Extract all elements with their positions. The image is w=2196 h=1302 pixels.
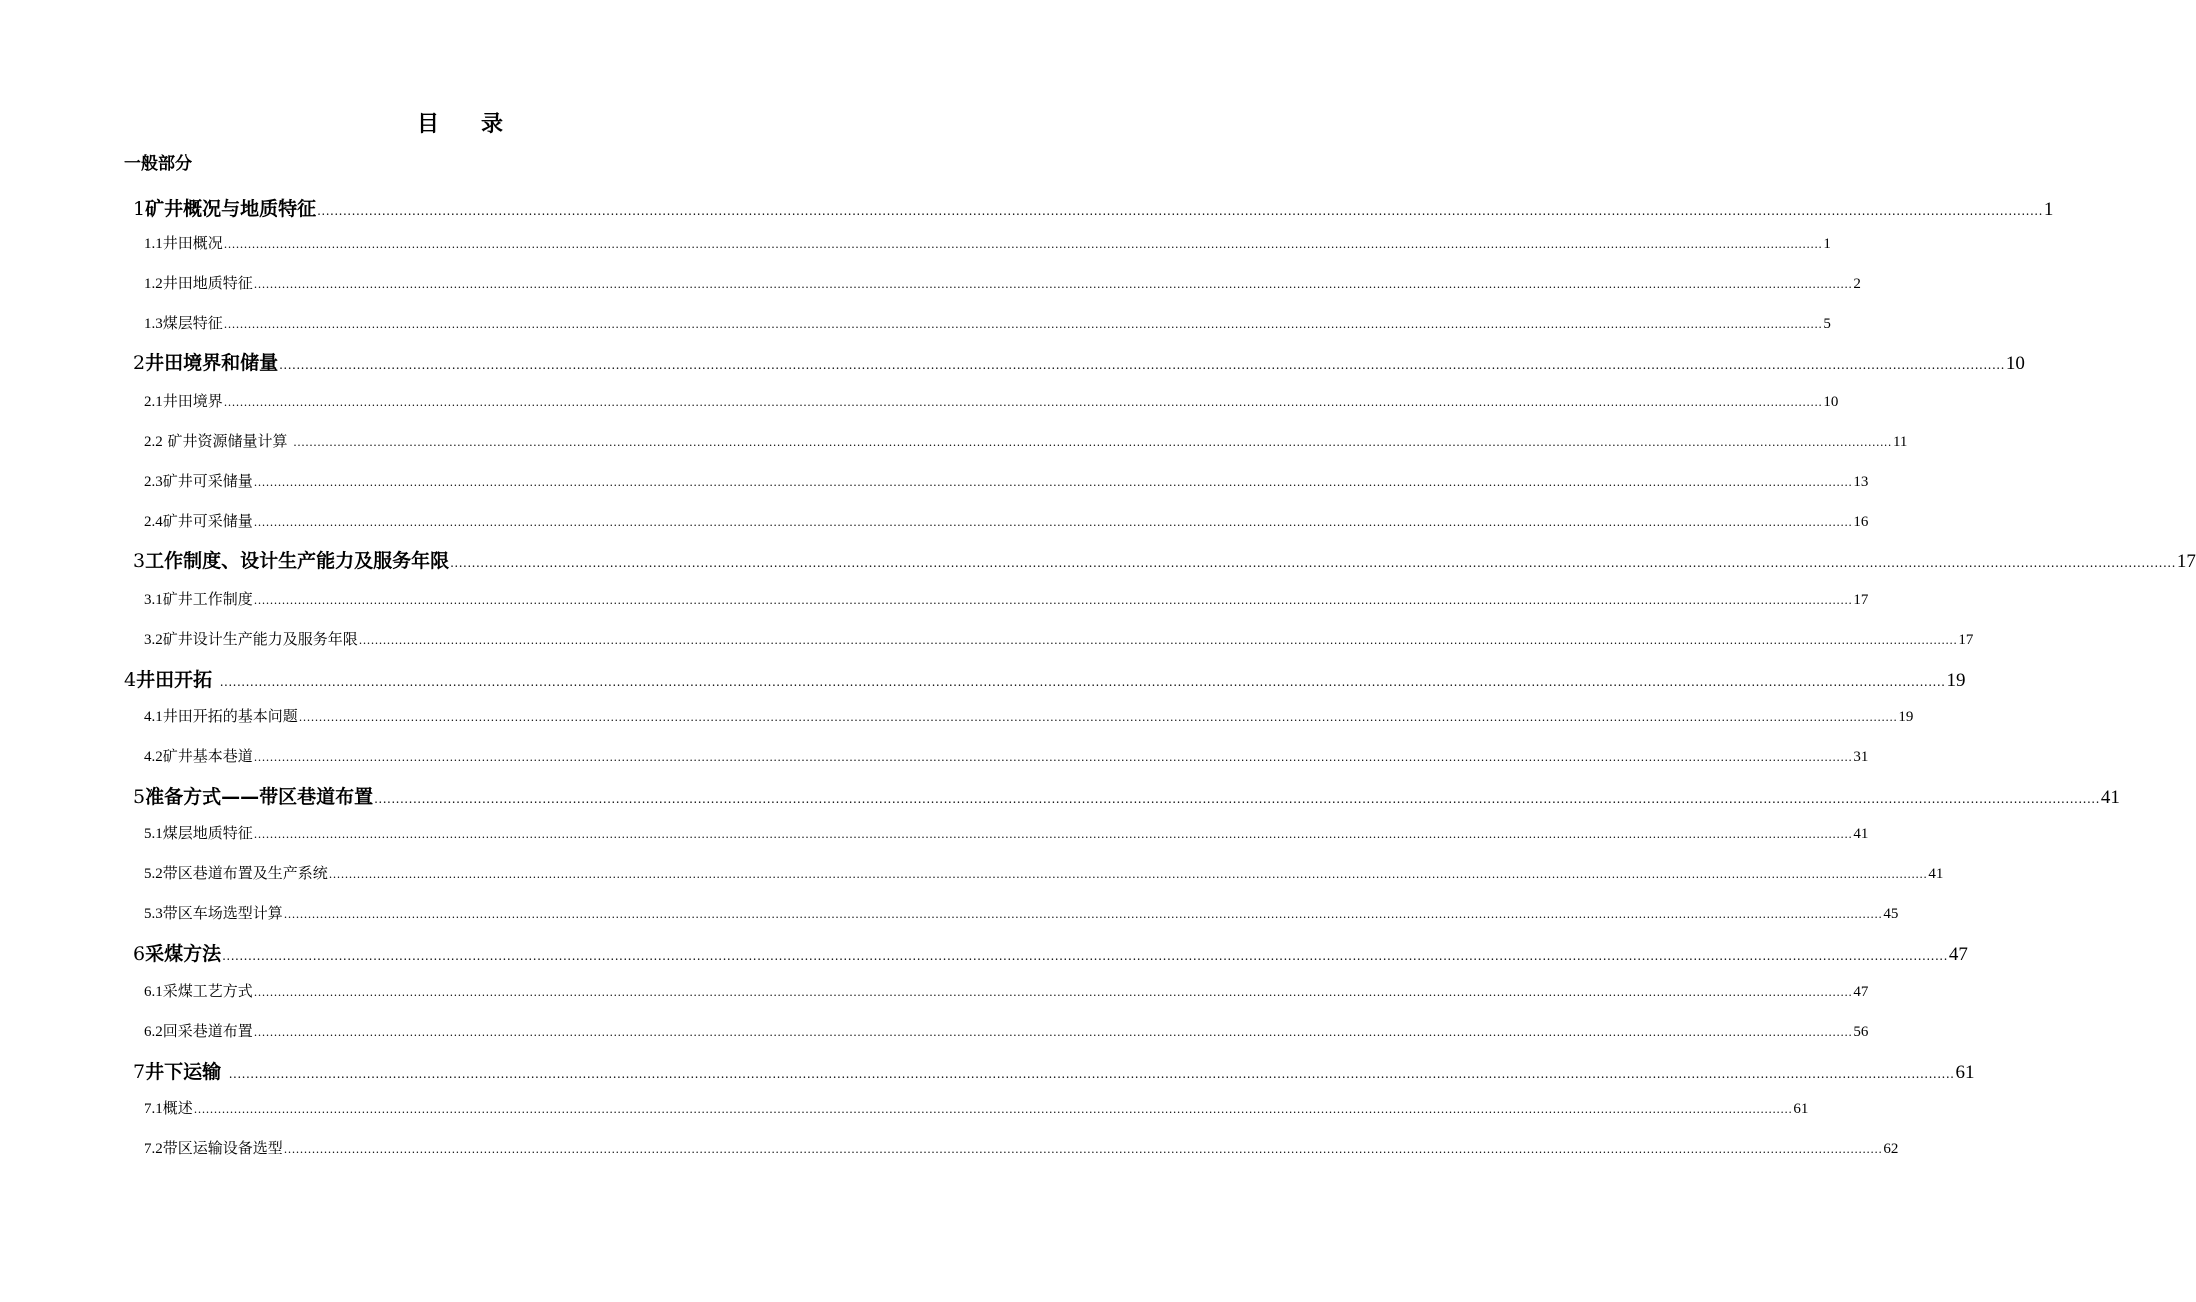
toc-page-number: 41 bbox=[1928, 866, 1944, 882]
toc-dot-leader: ................................................................................................................................................................................................................................................................................................................................................................................................................ bbox=[283, 908, 1883, 921]
toc-number: 1.3 bbox=[144, 316, 163, 332]
toc-dot-leader: ................................................................................................................................................................................................................................................................................................................................................................................................................ bbox=[253, 594, 1853, 607]
toc-title: 井田境界和储量 bbox=[145, 352, 279, 374]
toc-title: 井田概况 bbox=[162, 234, 223, 252]
toc-title: 工作制度、设计生产能力及服务年限 bbox=[145, 550, 450, 572]
toc-dot-leader: ................................................................................................................................................................................................................................................................................................................................................................................................................ bbox=[253, 751, 1853, 764]
toc-title: 回采巷道布置 bbox=[162, 1022, 253, 1040]
toc-dot-leader: ................................................................................................................................................................................................................................................................................................................................................................................................................ bbox=[223, 396, 1823, 409]
toc-section-row[interactable] bbox=[144, 390, 1839, 414]
toc-dot-leader: ................................................................................................................................................................................................................................................................................................................................................................................................................ bbox=[279, 358, 2005, 372]
toc-heading-part1: 目 bbox=[416, 112, 439, 137]
toc-page-number: 16 bbox=[1853, 514, 1869, 530]
toc-page-number: 5 bbox=[1823, 316, 1831, 332]
toc-section-row[interactable] bbox=[144, 862, 1944, 886]
toc-dot-leader: ................................................................................................................................................................................................................................................................................................................................................................................................................ bbox=[317, 204, 2043, 218]
toc-section-row[interactable] bbox=[144, 822, 1869, 846]
toc-page-number: 61 bbox=[1955, 1062, 1975, 1083]
toc-chapter-row[interactable] bbox=[133, 196, 2054, 224]
toc-dot-leader: ................................................................................................................................................................................................................................................................................................................................................................................................................ bbox=[253, 278, 1853, 291]
toc-section-row[interactable] bbox=[144, 588, 1869, 612]
toc-page-number: 19 bbox=[1898, 709, 1914, 725]
toc-number: 6.1 bbox=[144, 984, 163, 1000]
toc-dot-leader: ................................................................................................................................................................................................................................................................................................................................................................................................................ bbox=[293, 436, 1892, 449]
toc-dot-leader: ................................................................................................................................................................................................................................................................................................................................................................................................................ bbox=[228, 1067, 1955, 1081]
toc-dot-leader: ................................................................................................................................................................................................................................................................................................................................................................................................................ bbox=[328, 868, 1928, 881]
toc-title: 矿井资源储量计算 bbox=[162, 432, 293, 450]
toc-page-number: 17 bbox=[1958, 632, 1974, 648]
toc-page-number: 31 bbox=[1853, 749, 1869, 765]
toc-heading-part2: 录 bbox=[481, 112, 504, 137]
toc-page-number: 10 bbox=[2005, 353, 2025, 374]
toc-number: 2.2 bbox=[144, 434, 163, 450]
toc-dot-leader: ................................................................................................................................................................................................................................................................................................................................................................................................................ bbox=[193, 1103, 1793, 1116]
toc-chapter-row[interactable] bbox=[133, 350, 2025, 378]
toc-page-number: 41 bbox=[1853, 826, 1869, 842]
toc-title: 带区巷道布置及生产系统 bbox=[162, 864, 328, 882]
toc-dot-leader: ................................................................................................................................................................................................................................................................................................................................................................................................................ bbox=[222, 949, 1948, 963]
toc-chapter-row[interactable] bbox=[133, 548, 2196, 576]
toc-dot-leader: ................................................................................................................................................................................................................................................................................................................................................................................................................ bbox=[253, 476, 1853, 489]
toc-dot-leader: ................................................................................................................................................................................................................................................................................................................................................................................................................ bbox=[253, 516, 1853, 529]
toc-page-number: 41 bbox=[2100, 787, 2120, 808]
toc-chapter-row[interactable] bbox=[124, 667, 1966, 695]
toc-heading bbox=[0, 110, 920, 140]
toc-title: 采煤工艺方式 bbox=[162, 982, 253, 1000]
toc-dot-leader: ................................................................................................................................................................................................................................................................................................................................................................................................................ bbox=[219, 675, 1946, 689]
toc-title: 准备方式——带区巷道布置 bbox=[145, 786, 374, 808]
toc-number: 5.2 bbox=[144, 866, 163, 882]
toc-section-row[interactable] bbox=[144, 272, 1861, 296]
toc-page-number: 19 bbox=[1946, 670, 1966, 691]
toc-title: 矿井设计生产能力及服务年限 bbox=[162, 630, 358, 648]
toc-number: 3.2 bbox=[144, 632, 163, 648]
toc-chapter-row[interactable] bbox=[133, 941, 1968, 969]
toc-dot-leader: ................................................................................................................................................................................................................................................................................................................................................................................................................ bbox=[223, 318, 1823, 331]
toc-title: 矿井工作制度 bbox=[162, 590, 253, 608]
toc-title: 概述 bbox=[162, 1099, 193, 1117]
toc-number: 2 bbox=[133, 352, 146, 374]
toc-section-row[interactable] bbox=[144, 430, 1908, 454]
toc-title: 井田境界 bbox=[162, 392, 223, 410]
toc-title: 井田开拓 bbox=[136, 669, 219, 691]
toc-title: 井下运输 bbox=[145, 1061, 228, 1083]
toc-title: 带区运输设备选型 bbox=[162, 1139, 283, 1157]
toc-title: 矿井可采储量 bbox=[162, 512, 253, 530]
toc-title: 矿井概况与地质特征 bbox=[145, 198, 317, 220]
toc-section-row[interactable] bbox=[144, 510, 1869, 534]
toc-page-number: 47 bbox=[1948, 944, 1968, 965]
section-label: 一般部分 bbox=[124, 154, 192, 174]
toc-dot-leader: ................................................................................................................................................................................................................................................................................................................................................................................................................ bbox=[298, 711, 1898, 724]
toc-section-row[interactable] bbox=[144, 705, 1914, 729]
toc-number: 6 bbox=[133, 943, 146, 965]
toc-title: 采煤方法 bbox=[145, 943, 222, 965]
toc-number: 4.2 bbox=[144, 749, 163, 765]
toc-title: 矿井可采储量 bbox=[162, 472, 253, 490]
toc-dot-leader: ................................................................................................................................................................................................................................................................................................................................................................................................................ bbox=[223, 238, 1823, 251]
toc-dot-leader: ................................................................................................................................................................................................................................................................................................................................................................................................................ bbox=[358, 634, 1958, 647]
toc-section-row[interactable] bbox=[144, 980, 1869, 1004]
toc-chapter-row[interactable] bbox=[133, 784, 2120, 812]
toc-section-row[interactable] bbox=[144, 1020, 1869, 1044]
toc-number: 7 bbox=[133, 1061, 146, 1083]
toc-title: 煤层地质特征 bbox=[162, 824, 253, 842]
toc-number: 5 bbox=[133, 786, 146, 808]
toc-number: 5.3 bbox=[144, 906, 163, 922]
toc-section-row[interactable] bbox=[144, 628, 1974, 652]
toc-number: 3.1 bbox=[144, 592, 163, 608]
toc-section-row[interactable] bbox=[144, 1097, 1809, 1121]
toc-number: 6.2 bbox=[144, 1024, 163, 1040]
toc-title: 煤层特征 bbox=[162, 314, 223, 332]
toc-page-number: 11 bbox=[1892, 434, 1908, 450]
toc-chapter-row[interactable] bbox=[133, 1059, 1975, 1087]
toc-number: 2.4 bbox=[144, 514, 163, 530]
toc-page-number: 2 bbox=[1853, 276, 1861, 292]
toc-page-number: 1 bbox=[2043, 199, 2054, 220]
toc-section-row[interactable] bbox=[144, 745, 1869, 769]
toc-number: 2.1 bbox=[144, 394, 163, 410]
toc-section-row[interactable] bbox=[144, 902, 1899, 926]
toc-dot-leader: ................................................................................................................................................................................................................................................................................................................................................................................................................ bbox=[253, 986, 1853, 999]
toc-page-number: 17 bbox=[2176, 551, 2196, 572]
toc-number: 2.3 bbox=[144, 474, 163, 490]
toc-page-number: 13 bbox=[1853, 474, 1869, 490]
toc-title: 矿井基本巷道 bbox=[162, 747, 253, 765]
toc-title: 井田开拓的基本问题 bbox=[162, 707, 298, 725]
toc-dot-leader: ................................................................................................................................................................................................................................................................................................................................................................................................................ bbox=[450, 556, 2176, 570]
toc-number: 4.1 bbox=[144, 709, 163, 725]
toc-number: 1.2 bbox=[144, 276, 163, 292]
toc-number: 1.1 bbox=[144, 236, 163, 252]
toc-number: 7.1 bbox=[144, 1101, 163, 1117]
toc-page-number: 1 bbox=[1823, 236, 1831, 252]
toc-number: 3 bbox=[133, 550, 146, 572]
toc-page-number: 61 bbox=[1793, 1101, 1809, 1117]
toc-page-number: 56 bbox=[1853, 1024, 1869, 1040]
toc-page-number: 62 bbox=[1883, 1141, 1899, 1157]
toc-section-row[interactable] bbox=[144, 1137, 1899, 1161]
toc-page-number: 45 bbox=[1883, 906, 1899, 922]
toc-number: 7.2 bbox=[144, 1141, 163, 1157]
toc-section-row[interactable] bbox=[144, 312, 1831, 336]
toc-number: 1 bbox=[133, 198, 146, 220]
toc-dot-leader: ................................................................................................................................................................................................................................................................................................................................................................................................................ bbox=[253, 1026, 1853, 1039]
toc-dot-leader: ................................................................................................................................................................................................................................................................................................................................................................................................................ bbox=[283, 1143, 1883, 1156]
toc-page-number: 17 bbox=[1853, 592, 1869, 608]
toc-number: 5.1 bbox=[144, 826, 163, 842]
toc-title: 井田地质特征 bbox=[162, 274, 253, 292]
toc-number: 4 bbox=[124, 669, 137, 691]
toc-section-row[interactable] bbox=[144, 232, 1831, 256]
toc-title: 带区车场选型计算 bbox=[162, 904, 283, 922]
toc-section-row[interactable] bbox=[144, 470, 1869, 494]
toc-page-number: 10 bbox=[1823, 394, 1839, 410]
toc-dot-leader: ................................................................................................................................................................................................................................................................................................................................................................................................................ bbox=[374, 792, 2100, 806]
toc-dot-leader: ................................................................................................................................................................................................................................................................................................................................................................................................................ bbox=[253, 828, 1853, 841]
toc-page-number: 47 bbox=[1853, 984, 1869, 1000]
